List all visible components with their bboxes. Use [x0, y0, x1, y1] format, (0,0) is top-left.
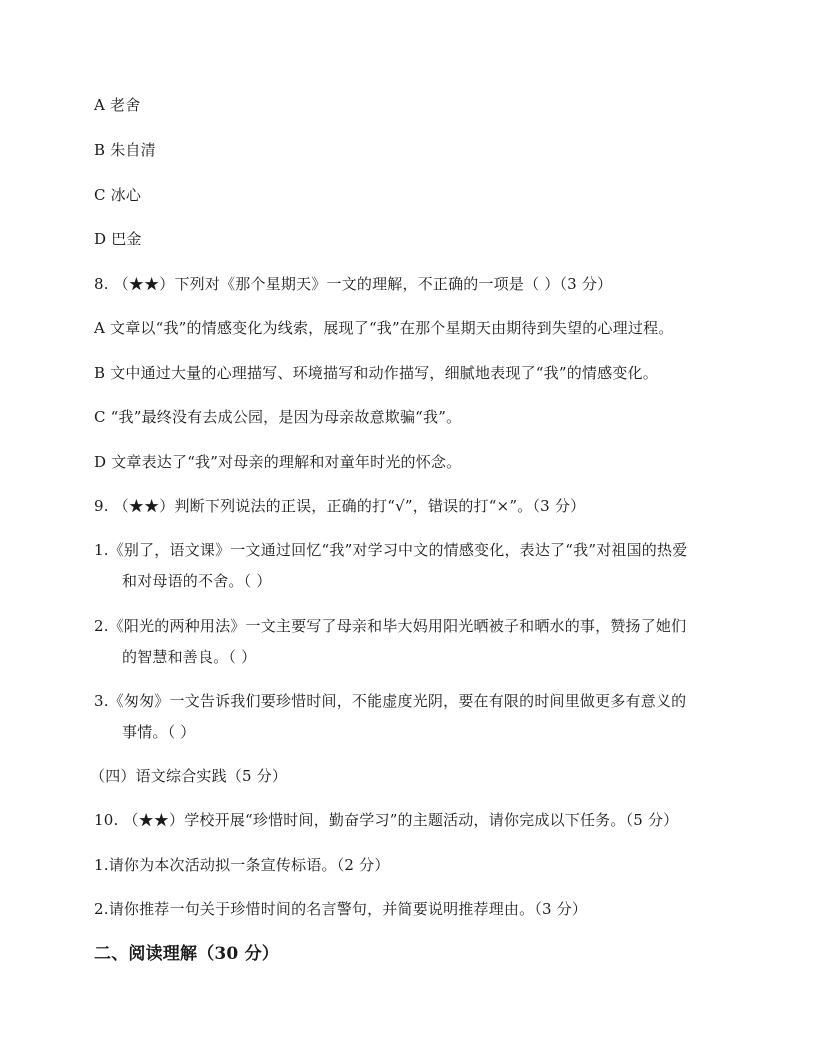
q7-option-a: A 老舍: [94, 96, 141, 114]
q10-task-1: 1.请你为本次活动拟一条宣传标语。（2 分）: [94, 856, 390, 874]
q8-option-b: B 文中通过大量的心理描写、环境描写和动作描写，细腻地表现了“我”的情感变化。: [94, 364, 658, 382]
q7-option-d: D 巴金: [94, 230, 142, 248]
q8-option-d: D 文章表达了“我”对母亲的理解和对童年时光的怀念。: [94, 453, 462, 471]
q8-option-a: A 文章以“我”的情感变化为线索，展现了“我”在那个星期天由期待到失望的心理过程。: [94, 319, 674, 337]
part-2-title: 二、阅读理解（30 分）: [94, 944, 279, 964]
q10-task-2: 2.请你推荐一句关于珍惜时间的名言警句，并简要说明推荐理由。（3 分）: [94, 900, 588, 918]
q10-stem: 10. （★★）学校开展“珍惜时间，勤奋学习”的主题活动，请你完成以下任务。（5 分）: [94, 811, 679, 829]
q9-item-3-line-2: 事情。（ ）: [122, 723, 196, 741]
q9-item-1-line-2: 和对母语的不舍。（ ）: [122, 572, 272, 590]
q9-stem: 9. （★★）判断下列说法的正误，正确的打“√”，错误的打“×”。（3 分）: [94, 497, 586, 515]
q7-option-c: C 冰心: [94, 186, 142, 204]
q8-option-c: C “我”最终没有去成公园，是因为母亲故意欺骗“我”。: [94, 408, 462, 426]
q7-option-b: B 朱自清: [94, 141, 156, 159]
q9-item-2-line-2: 的智慧和善良。（ ）: [122, 648, 257, 666]
section-4-title: （四）语文综合实践（5 分）: [90, 767, 288, 785]
q9-item-3-line-1: 3.《匆匆》一文告诉我们要珍惜时间，不能虚度光阴，要在有限的时间里做更多有意义的: [94, 692, 687, 710]
q9-item-2-line-1: 2.《阳光的两种用法》一文主要写了母亲和毕大妈用阳光晒被子和晒水的事，赞扬了她们: [94, 617, 687, 635]
q9-item-1-line-1: 1.《别了，语文课》一文通过回忆“我”对学习中文的情感变化，表达了“我”对祖国的热爱: [94, 541, 688, 559]
q8-stem: 8. （★★）下列对《那个星期天》一文的理解，不正确的一项是（ ）（3 分）: [94, 275, 613, 293]
